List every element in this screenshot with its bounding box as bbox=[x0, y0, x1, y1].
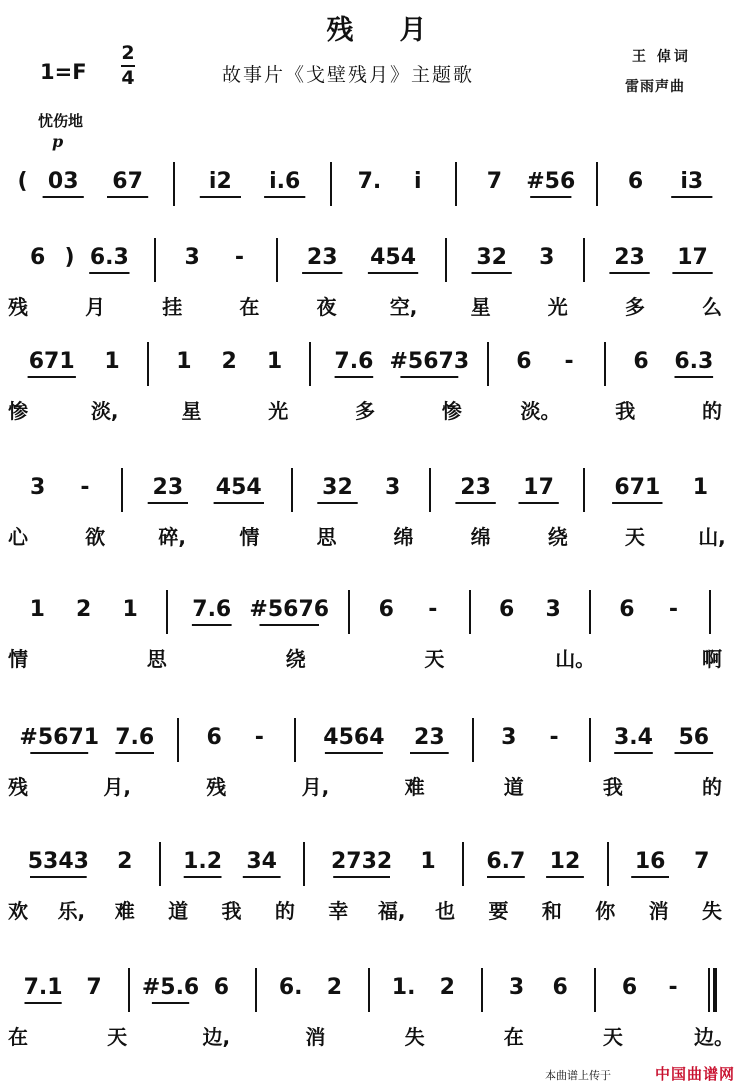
note-group: 6 bbox=[29, 245, 46, 270]
lyrics-row bbox=[0, 396, 753, 426]
barline bbox=[154, 238, 156, 282]
note-group: 1 bbox=[692, 475, 708, 500]
lyricist-credit: 王 倬词 bbox=[632, 49, 691, 65]
note-group: - bbox=[428, 597, 438, 622]
note-group: 6.3 bbox=[89, 245, 129, 270]
lyric-syllable: 福, bbox=[377, 899, 406, 923]
notation-row bbox=[0, 718, 753, 766]
notation-row bbox=[0, 842, 753, 890]
lyric-syllable: 的 bbox=[274, 899, 295, 923]
note-group: 6 bbox=[516, 349, 532, 374]
lyric-syllable: 也 bbox=[435, 899, 456, 923]
score-system bbox=[0, 238, 753, 348]
barline bbox=[583, 238, 585, 282]
barline bbox=[177, 718, 179, 762]
lyric-syllable: 难 bbox=[114, 899, 135, 923]
lyric-syllable: 淡, bbox=[90, 399, 119, 423]
barline bbox=[462, 842, 464, 886]
lyric-syllable: 思 bbox=[316, 525, 337, 549]
note-group: 1 bbox=[176, 349, 192, 374]
note-group: 7 bbox=[486, 169, 503, 194]
lyric-syllable: 失 bbox=[702, 899, 722, 923]
note-group: 03 bbox=[47, 169, 79, 194]
note-group: 2 bbox=[117, 849, 133, 874]
barline bbox=[596, 162, 598, 206]
note-group: 23 bbox=[152, 475, 184, 500]
dynamic-marking: p bbox=[52, 132, 64, 151]
note-group: 3 bbox=[501, 725, 517, 750]
lyric-syllable: 情 bbox=[8, 647, 28, 671]
note-group: 7.6 bbox=[192, 597, 232, 622]
lyric-syllable: 天 bbox=[602, 1025, 623, 1049]
barline bbox=[166, 590, 168, 634]
note-group: 2 bbox=[439, 975, 455, 1000]
note-group: 1. bbox=[391, 975, 416, 1000]
lyric-syllable: 欢 bbox=[8, 899, 28, 923]
key-signature: 1=F bbox=[40, 60, 87, 84]
song-title: 残月 bbox=[326, 15, 473, 46]
notation-row bbox=[0, 590, 753, 638]
barline bbox=[291, 468, 293, 512]
note-group: 6 bbox=[213, 975, 230, 1000]
lyric-syllable: 心 bbox=[8, 525, 28, 549]
barline bbox=[708, 968, 710, 1012]
lyric-syllable: 绵 bbox=[470, 525, 491, 549]
note-group: 16 bbox=[634, 849, 666, 874]
lyric-syllable: 我 bbox=[221, 899, 242, 923]
barline bbox=[159, 842, 161, 886]
note-group: 2732 bbox=[330, 849, 393, 874]
note-group: 32 bbox=[322, 475, 353, 500]
lyric-syllable: 绕 bbox=[547, 525, 568, 549]
lyric-syllable: 情 bbox=[239, 525, 260, 549]
note-group: #5673 bbox=[389, 349, 470, 374]
barline bbox=[594, 968, 596, 1012]
note-group: #5671 bbox=[19, 725, 100, 750]
lyrics-row bbox=[0, 896, 753, 926]
barline bbox=[255, 968, 257, 1012]
barline bbox=[709, 590, 711, 634]
note-group: 1 bbox=[122, 597, 138, 622]
barline bbox=[276, 238, 278, 282]
note-group: 671 bbox=[614, 475, 661, 500]
note-group: 7.1 bbox=[23, 975, 63, 1000]
tempo-marking: 忧伤地 bbox=[38, 112, 84, 130]
lyric-syllable: 边, bbox=[202, 1025, 231, 1049]
note-group: 7.6 bbox=[115, 725, 155, 750]
lyric-syllable: 夜 bbox=[316, 295, 337, 319]
score-system bbox=[0, 590, 753, 700]
lyric-syllable: 残 bbox=[8, 775, 28, 799]
barline bbox=[128, 968, 130, 1012]
note-group: 671 bbox=[28, 349, 75, 374]
note-group: ) bbox=[64, 245, 75, 270]
note-group: - bbox=[668, 975, 678, 1000]
notation-row bbox=[0, 468, 753, 516]
lyric-syllable: 光 bbox=[268, 399, 289, 423]
meter-bottom: 4 bbox=[121, 67, 135, 89]
lyric-syllable: 在 bbox=[8, 1025, 28, 1049]
note-group: 3 bbox=[508, 975, 525, 1000]
note-group: 1 bbox=[29, 597, 45, 622]
note-group: 4564 bbox=[323, 725, 385, 750]
note-group: #5.6 bbox=[141, 975, 200, 1000]
lyric-syllable: 失 bbox=[404, 1025, 425, 1049]
note-group: i2 bbox=[208, 169, 232, 194]
notation-row bbox=[0, 238, 753, 286]
note-group: i3 bbox=[680, 169, 704, 194]
note-group: 7 bbox=[86, 975, 102, 1000]
note-group: 6 bbox=[498, 597, 515, 622]
barline bbox=[368, 968, 370, 1012]
note-group: 3.4 bbox=[613, 725, 653, 750]
score-system bbox=[0, 468, 753, 578]
lyrics-row bbox=[0, 772, 753, 802]
barline bbox=[330, 162, 332, 206]
note-group: 3 bbox=[29, 475, 46, 500]
lyric-syllable: 惨 bbox=[441, 399, 462, 423]
note-group: 7.6 bbox=[334, 349, 374, 374]
lyric-syllable: 山。 bbox=[555, 647, 596, 671]
note-group: 6.3 bbox=[674, 349, 714, 374]
lyric-syllable: 淡。 bbox=[520, 399, 561, 423]
lyric-syllable: 的 bbox=[702, 399, 722, 423]
barline bbox=[455, 162, 457, 206]
barline bbox=[481, 968, 483, 1012]
note-group: 34 bbox=[246, 849, 277, 874]
note-group: i bbox=[413, 169, 422, 194]
meter-top: 2 bbox=[121, 42, 135, 64]
notation-row bbox=[0, 342, 753, 390]
score-system bbox=[0, 968, 753, 1078]
note-group: 6 bbox=[627, 169, 644, 194]
lyric-syllable: 在 bbox=[503, 1025, 524, 1049]
lyrics-row bbox=[0, 1022, 753, 1052]
barline bbox=[309, 342, 311, 386]
lyric-syllable: 绕 bbox=[285, 647, 306, 671]
note-group: 6 bbox=[633, 349, 649, 374]
note-group: - bbox=[80, 475, 90, 500]
lyric-syllable: 和 bbox=[541, 899, 562, 923]
barline bbox=[121, 468, 123, 512]
note-group: - bbox=[254, 725, 264, 750]
note-group: 6 bbox=[378, 597, 394, 622]
barline bbox=[604, 342, 606, 386]
note-group: 17 bbox=[677, 245, 708, 270]
lyric-syllable: 多 bbox=[624, 295, 645, 319]
lyric-syllable: 乐, bbox=[57, 899, 86, 923]
barline bbox=[173, 162, 175, 206]
footer-upload-text: 本曲谱上传于 bbox=[545, 1069, 611, 1082]
lyric-syllable: 边。 bbox=[694, 1025, 734, 1049]
lyrics-row bbox=[0, 292, 753, 322]
note-group: #5676 bbox=[249, 597, 330, 622]
notation-row bbox=[0, 162, 753, 210]
lyric-syllable: 绵 bbox=[393, 525, 414, 549]
score-system bbox=[0, 842, 753, 952]
lyric-syllable: 天 bbox=[624, 525, 645, 549]
barline bbox=[589, 718, 591, 762]
footer-site-logo: 中国曲谱网 bbox=[655, 1065, 736, 1083]
lyric-syllable: 么 bbox=[702, 295, 722, 319]
lyric-syllable: 天 bbox=[424, 647, 445, 671]
lyric-syllable: 欲 bbox=[85, 525, 106, 549]
lyric-syllable: 难 bbox=[404, 775, 425, 799]
note-group: 67 bbox=[112, 169, 143, 194]
barline bbox=[303, 842, 305, 886]
note-group: - bbox=[234, 245, 244, 270]
note-group: i.6 bbox=[269, 169, 301, 194]
barline bbox=[607, 842, 609, 886]
lyric-syllable: 我 bbox=[615, 399, 636, 423]
lyric-syllable: 挂 bbox=[162, 295, 183, 319]
notation-row bbox=[0, 968, 753, 1016]
lyric-syllable: 空, bbox=[389, 295, 418, 319]
lyric-syllable: 月 bbox=[85, 295, 106, 319]
note-group: 7. bbox=[357, 169, 382, 194]
note-group: 6 bbox=[621, 975, 638, 1000]
note-group: 23 bbox=[414, 725, 445, 750]
note-group: 3 bbox=[384, 475, 401, 500]
composer-credit: 雷雨声曲 bbox=[625, 79, 685, 95]
note-group: 23 bbox=[306, 245, 338, 270]
note-group: 17 bbox=[523, 475, 554, 500]
lyric-syllable: 月, bbox=[103, 775, 131, 799]
barline bbox=[583, 468, 585, 512]
lyric-syllable: 你 bbox=[595, 899, 616, 923]
final-barline bbox=[713, 968, 717, 1012]
lyric-syllable: 残 bbox=[206, 775, 227, 799]
note-group: 32 bbox=[476, 245, 507, 270]
note-group: - bbox=[549, 725, 559, 750]
lyric-syllable: 啊 bbox=[702, 647, 722, 671]
lyric-syllable: 我 bbox=[602, 775, 623, 799]
note-group: 2 bbox=[76, 597, 92, 622]
note-group: 3 bbox=[184, 245, 200, 270]
lyric-syllable: 幸 bbox=[328, 899, 349, 923]
lyrics-row bbox=[0, 522, 753, 552]
note-group: - bbox=[564, 349, 574, 374]
lyric-syllable: 消 bbox=[648, 899, 669, 923]
note-group: 2 bbox=[221, 349, 237, 374]
lyric-syllable: 在 bbox=[239, 295, 260, 319]
barline bbox=[294, 718, 296, 762]
barline bbox=[487, 342, 489, 386]
note-group: 1 bbox=[420, 849, 436, 874]
note-group: 1 bbox=[104, 349, 120, 374]
lyric-syllable: 要 bbox=[488, 899, 509, 923]
lyric-syllable: 残 bbox=[8, 295, 28, 319]
lyric-syllable: 多 bbox=[355, 399, 375, 423]
note-group: 454 bbox=[370, 245, 417, 270]
lyric-syllable: 碎, bbox=[158, 525, 187, 549]
score-system bbox=[0, 342, 753, 452]
barline bbox=[589, 590, 591, 634]
note-group: 23 bbox=[460, 475, 491, 500]
time-signature bbox=[120, 42, 136, 90]
lyric-syllable: 的 bbox=[702, 775, 722, 799]
note-group: 1 bbox=[266, 349, 283, 374]
note-group: 12 bbox=[549, 849, 581, 874]
lyric-syllable: 月, bbox=[301, 775, 330, 799]
lyrics-row bbox=[0, 644, 753, 674]
note-group: 6. bbox=[278, 975, 303, 1000]
barline bbox=[147, 342, 149, 386]
lyric-syllable: 道 bbox=[503, 775, 524, 799]
note-group: 6 bbox=[206, 725, 222, 750]
barline bbox=[348, 590, 350, 634]
note-group: #56 bbox=[526, 169, 576, 194]
lyric-syllable: 思 bbox=[146, 647, 167, 671]
note-group: 56 bbox=[678, 725, 710, 750]
note-group: - bbox=[668, 597, 678, 622]
barline bbox=[445, 238, 447, 282]
note-group: 1.2 bbox=[183, 849, 223, 874]
lyric-syllable: 山, bbox=[698, 525, 726, 549]
lyric-syllable: 消 bbox=[305, 1025, 326, 1049]
note-group: 6.7 bbox=[486, 849, 526, 874]
note-group: 3 bbox=[545, 597, 561, 622]
lyric-syllable: 天 bbox=[107, 1025, 128, 1049]
note-group: 6 bbox=[552, 975, 568, 1000]
note-group: 6 bbox=[619, 597, 635, 622]
barline bbox=[469, 590, 471, 634]
lyric-syllable: 星 bbox=[181, 399, 202, 423]
lyric-syllable: 惨 bbox=[8, 399, 28, 423]
note-group: 3 bbox=[539, 245, 555, 270]
lyric-syllable: 星 bbox=[470, 295, 491, 319]
note-group: 23 bbox=[614, 245, 645, 270]
barline bbox=[429, 468, 431, 512]
barline bbox=[472, 718, 474, 762]
song-subtitle: 故事片《戈壁残月》主题歌 bbox=[222, 64, 475, 86]
note-group: 2 bbox=[326, 975, 342, 1000]
lyric-syllable: 道 bbox=[168, 899, 189, 923]
score-system bbox=[0, 718, 753, 828]
note-group: ( bbox=[17, 169, 28, 194]
note-group: 5343 bbox=[27, 849, 89, 874]
note-group: 7 bbox=[694, 849, 710, 874]
lyric-syllable: 光 bbox=[547, 295, 568, 319]
note-group: 454 bbox=[215, 475, 262, 500]
